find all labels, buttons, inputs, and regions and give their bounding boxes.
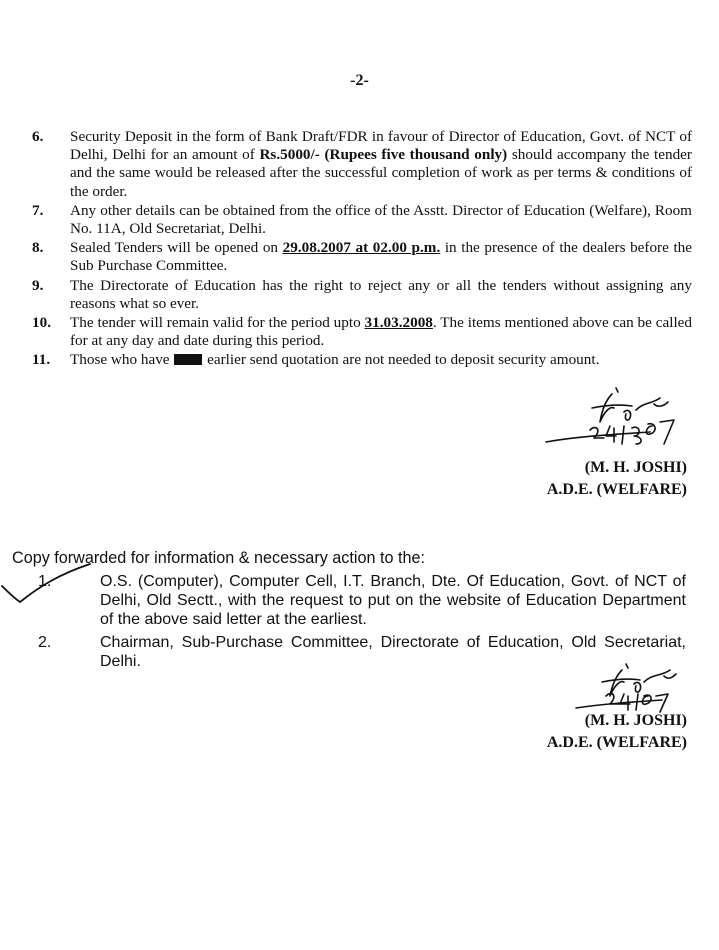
signature-icon — [572, 662, 692, 718]
item-text: O.S. (Computer), Computer Cell, I.T. Branch, Dte. Of Education, Govt. of NCT of Delhi, Old Sectt., with the request to put on the website of Education Department of the above said letter at the earliest. — [100, 573, 686, 628]
validity-date: 31.03.2008 — [364, 314, 433, 332]
text-run: should accompany the tender and the same would be released after the successful completion of work as per terms & conditions of the order. — [70, 146, 692, 200]
signatory-name: (M. H. JOSHI) — [584, 712, 687, 729]
list-item — [32, 351, 692, 369]
item-text — [70, 351, 692, 369]
item-number: 7. — [32, 201, 44, 219]
deposit-amount: Rs.5000/- (Rupees five thousand only) — [259, 146, 508, 164]
text-run: Security Deposit in the form of Bank Draft/FDR in favour of Director of Education, Govt. of NCT of Delhi, Delhi for an amount of — [70, 128, 692, 164]
text-run: Sealed Tenders will be opened on — [70, 239, 283, 257]
item-number: 1. — [38, 573, 52, 590]
list-item — [36, 572, 686, 629]
item-text — [70, 128, 692, 201]
signatory-designation: A.D.E. (WELFARE) — [546, 734, 687, 751]
item-text: Any other details can be obtained from the office of the Asstt. Director of Education (Welfare), Room No. 11A, Old Secretariat, Delhi. — [70, 201, 692, 238]
item-number: 2. — [38, 634, 52, 651]
redaction-mark — [174, 354, 202, 365]
copy-forwarded-heading: Copy forwarded for information & necessary action to the: — [12, 549, 425, 567]
list-item — [32, 202, 692, 238]
list-item — [32, 314, 692, 350]
text-run: . The items mentioned above can be called for at any day and date during this period. — [70, 314, 692, 350]
conditions-list — [32, 128, 692, 371]
list-item — [32, 239, 692, 275]
signature-icon — [540, 386, 690, 456]
list-item — [32, 128, 692, 201]
opening-date: 29.08.2007 at 02.00 p.m. — [282, 239, 441, 257]
item-text — [70, 314, 692, 350]
list-item — [32, 277, 692, 313]
signatory-name: (M. H. JOSHI) — [584, 459, 687, 476]
copy-forwarded-list — [36, 572, 686, 675]
item-number: 10. — [32, 314, 51, 332]
page-number: -2- — [350, 72, 369, 89]
item-text: Chairman, Sub-Purchase Committee, Directorate of Education, Old Secretariat, Delhi. — [100, 634, 686, 670]
item-number: 6. — [32, 128, 44, 145]
text-run: Those who have — [70, 351, 174, 369]
item-number: 9. — [32, 276, 44, 294]
text-run: in the presence of the dealers before the Sub Purchase Committee. — [70, 239, 692, 275]
item-number: 8. — [32, 239, 44, 257]
item-text — [70, 239, 692, 275]
signatory-designation: A.D.E. (WELFARE) — [546, 481, 687, 498]
item-text: The Directorate of Education has the right to reject any or all the tenders without assigning any reasons what so ever. — [70, 276, 692, 312]
text-run: earlier send quotation are not needed to deposit security amount. — [203, 351, 600, 369]
text-run: The tender will remain valid for the period upto — [70, 314, 365, 332]
item-number: 11. — [32, 351, 51, 369]
